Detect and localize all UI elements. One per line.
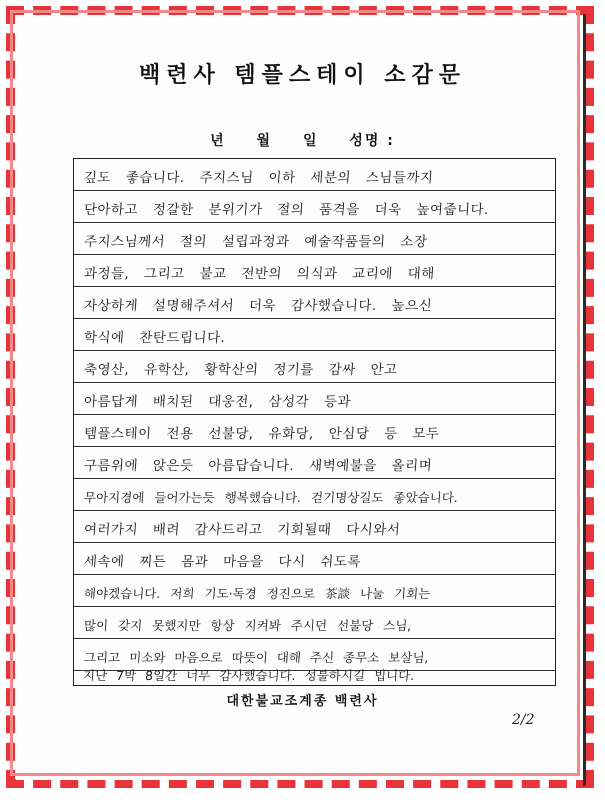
writing-line bbox=[74, 383, 555, 415]
date-name-line bbox=[0, 130, 605, 150]
writing-box bbox=[73, 158, 556, 686]
writing-line bbox=[74, 575, 555, 607]
handwritten-text: 자상하게 설명해주셔서 더욱 감사했습니다. 높으신 bbox=[83, 298, 433, 314]
writing-line bbox=[74, 319, 555, 351]
month-label: 월 bbox=[256, 133, 273, 149]
handwritten-text: 템플스테이 전용 선불당, 유화당, 안심당 등 모두 bbox=[83, 426, 441, 442]
handwritten-text: 깊도 좋습니다. 주지스님 이하 세분의 스님들까지 bbox=[83, 170, 434, 186]
writing-line bbox=[74, 479, 555, 511]
handwritten-text: 여러가지 배려 감사드리고 기회될때 다시와서 bbox=[83, 522, 401, 538]
handwritten-text: 학식에 찬탄드립니다. bbox=[83, 330, 226, 346]
handwritten-text: 구름위에 앉은듯 아름답습니다. 새벽예불을 올리며 bbox=[83, 458, 433, 474]
handwritten-text: 과정들, 그리고 불교 전반의 의식과 교리에 대해 bbox=[83, 266, 436, 282]
handwritten-text: 그리고 미소와 마음으로 따뜻이 대해 주신 종무소 보살님, bbox=[83, 650, 430, 665]
page-title: 백련사 템플스테이 소감문 bbox=[138, 63, 467, 88]
page-number: 2/2 bbox=[512, 712, 535, 728]
year-label: 년 bbox=[210, 133, 226, 149]
handwritten-text: 단아하고 정갈한 분위기가 절의 품격을 더욱 높여줍니다. bbox=[83, 202, 490, 218]
writing-line bbox=[74, 607, 555, 639]
handwritten-text: 무아지경에 들어가는듯 행복했습니다. 걷기명상길도 좋았습니다. bbox=[83, 490, 459, 505]
writing-line bbox=[74, 223, 555, 255]
writing-line bbox=[74, 255, 555, 287]
writing-line bbox=[74, 287, 555, 319]
handwritten-text-last: 지난 7박 8일간 너무 감사했습니다. 성불하시길 빕니다. bbox=[82, 668, 415, 683]
writing-line bbox=[74, 351, 555, 383]
writing-line bbox=[74, 447, 555, 479]
writing-line bbox=[74, 511, 555, 543]
temple-footer: 대한불교조계종 백련사 bbox=[226, 694, 379, 709]
writing-line bbox=[74, 159, 555, 191]
handwritten-text: 주지스님께서 절의 설립과정과 예술작품들의 소장 bbox=[83, 234, 428, 250]
handwritten-text: 해야겠습니다. 저희 기도·독경 정진으로 茶談 나눌 기회는 bbox=[83, 586, 431, 601]
writing-line bbox=[74, 543, 555, 575]
handwritten-text: 아름답게 배치된 대웅전, 삼성각 등과 bbox=[83, 394, 352, 410]
name-label: 성명 : bbox=[349, 133, 395, 149]
handwritten-text: 세속에 찌든 몸과 마음을 다시 쉬도록 bbox=[83, 554, 362, 570]
handwritten-text: 축영산, 유학산, 황학산의 정기를 감싸 안고 bbox=[83, 362, 399, 378]
day-label: 일 bbox=[302, 133, 319, 149]
writing-line bbox=[74, 415, 555, 447]
handwritten-text: 많이 갖지 못했지만 항상 지켜봐 주시던 선불당 스님, bbox=[83, 618, 412, 633]
writing-line bbox=[74, 191, 555, 223]
